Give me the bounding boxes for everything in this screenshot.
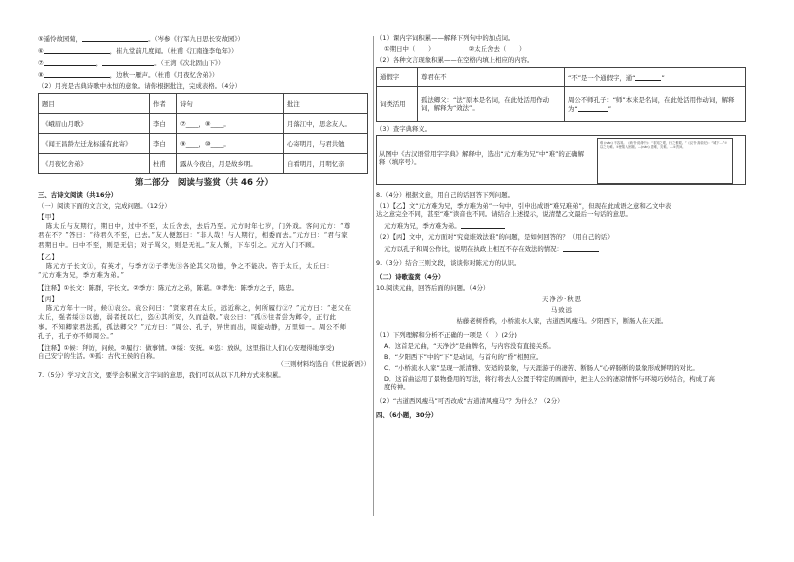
answer-cell[interactable]: ⑨____，⑩____。 [177, 134, 284, 154]
annotation-yi: 【注释】①长文：陈群，字长文。②季方：陈元方之弟，陈谌。③孝先：陈季方之子，陈忠。 [38, 283, 299, 292]
section-3-heading: 三、古诗文阅读（共16分） [38, 190, 118, 199]
dictionary-excerpt: 难 (nán) 不容易。《尚书·说命中》：“非知之艰，行之惟艰。”《汉书·高帝纪》：“城下…”②以之为难。③使陷入困境。…(nàn) 患难，灾难。…④责问。 [597, 138, 733, 184]
fill-line-5: ⑤遥怜故园菊， 。（岑参《行军九日思长安故园》） [38, 35, 244, 43]
passage-label: 【丙】 [38, 294, 59, 303]
passage-label: 【甲】 [38, 212, 59, 221]
column-divider [373, 36, 374, 516]
poem-table [38, 93, 368, 174]
phenomena-table [376, 67, 746, 122]
answer-blank[interactable] [102, 58, 154, 66]
right-column [376, 34, 748, 419]
question-9: 9.（3分）结合三则文段，谈谈你对陈元方的认识。 [376, 259, 521, 267]
answer-blank[interactable] [461, 221, 505, 229]
question-7-3: （3）查字典释义。 [376, 125, 432, 133]
sub-2-heading: （二）诗歌鉴赏（4分） [376, 273, 445, 281]
fill-line-7: ⑦ ， 。（王湾《次北固山下》） [38, 59, 225, 67]
header-cell: 批注 [284, 94, 368, 114]
option-c[interactable]: C．“小桥流水人家”呈现一派清雅、安适的景象，与天涯游子的凄苦、断肠人”心碎肠断的景象形成鲜明的对比。 [384, 364, 699, 372]
table-row: 词类活用 孤法卿父：“法”原本是名词，在此处活用作动词，解释为“效法”。 周公不师孔子：“师”本来是名词，在此处活用作动词，解释为“ ” [377, 87, 746, 122]
section-4-heading: 四、（6小题，30分） [376, 411, 438, 419]
question-7: 7.（5分）学习文言文，要学会积累文言字词的意思，我们可以从以下几种方式来积累。 [38, 371, 285, 380]
option-b[interactable]: B．“夕阳西下”中的“下”是动词，与首句的“昏”相照应。 [384, 353, 543, 361]
option-d-cont: 度传神。 [384, 383, 410, 391]
poem-title: 天净沙·秋思 [542, 295, 582, 303]
passage-bing: 【丙】 陈元方年十一时，候①袁公。袁公问曰：“贤家君在太丘，远近称之，何所履行②？”元方曰：“老父在 太丘，强者绥③以德，弱者抚以仁，恣④其所安，久而益敬。”袁公曰：“孤⑤往者尝为邺令，正行此 事。不知卿家君法孤，孤法卿父？”元方曰：“周公、孔子，异世而出，周旋动静，万里如一。周公不师 孔子，孔子亦不师周公。” [38, 295, 370, 341]
fill-line-6: ⑥ ，崔九堂前几度闻。（杜甫《江南逢李龟年》） [38, 47, 238, 55]
question-8-1-cont: 达之意完全不同，甚至“难”读音也不同。请结合上述提示，说清楚乙文最后一句话的意思。 [376, 210, 632, 218]
question-8: 8.（4分）根据文意，用自己的话回答下列问题。 [376, 191, 514, 199]
header-cell: 题目 [39, 94, 150, 114]
question-2-prompt: （2）月亮是古典诗歌中永恒的意象。请你根据批注，完成表格。（4分） [38, 82, 242, 90]
question-7-1: （1）课内字词积累——解释下列句中的加点词。 [376, 34, 515, 42]
option-d[interactable]: D．这首曲运用了景物叠用的写法，将行将去人公置于特定的画面中，把主人公的凄凉情怀与环境巧妙结合，构成了高 [384, 375, 715, 383]
answer-blank[interactable] [44, 58, 96, 66]
table-row: 《闻王昌龄左迁龙标遥有此寄》 李白 ⑨____，⑩____。 心寄明月，与君共勉 [39, 134, 368, 154]
poem-author: 马致远 [550, 306, 574, 314]
fill-in-lines [38, 34, 370, 79]
annotation-bing: 【注释】①候：拜访，问候。②履行：做事情。③绥：安抚。④恣：放纵，这里指让人们(心安理得地享受) [38, 344, 335, 353]
question-10-2: （2）“古道西风瘦马”可否改成“古道清风瘦马”？为什么？（2分） [376, 397, 564, 405]
poem-table-header [39, 94, 368, 114]
question-10-1: （1）下列理解和分析不正确的一项是（ ）(2分) [376, 331, 517, 339]
answer-blank[interactable] [44, 70, 110, 78]
answer-blank[interactable] [578, 104, 608, 112]
option-a[interactable]: A．这首是元曲，“天净沙”是曲牌名，与内容没有直接关系。 [384, 342, 555, 350]
question-10: 10.阅读元曲，回答后面的问题。（4分） [376, 284, 490, 292]
dictionary-box [376, 135, 746, 185]
question-8-2: （2）【丙】文中，元方面对“究竟谁效法谁”的问题，是如何回答的？（用自己的话） [376, 233, 614, 241]
annotation-bing-cont: 自己安宁的生活。⑤孤：古代王侯的自称。 [38, 352, 159, 361]
passage-label: 【乙】 [38, 252, 59, 261]
question-8-1: （1）【乙】文“元方难为兄，季方难为弟”一句中，引申出成语“难兄难弟”，但现在此成语之意和乙文中表 [376, 202, 672, 210]
dictionary-question: 从图中《古汉语常用字字典》解释中，选出“元方难为兄”中“难”的正确解释（填序号）。 [379, 150, 584, 166]
answer-blank[interactable] [44, 46, 110, 54]
answer-cell[interactable]: ⑦____，⑧____。 [177, 114, 284, 134]
question-8-1-answer: 元方难为兄，季方难为弟。 [376, 221, 748, 230]
question-7-1-items: ①期日中（ ） ②太丘舍去（ ） [384, 45, 526, 53]
fill-line-8: ⑧ ，边秋一雁声。（杜甫《月夜忆舍弟》） [38, 71, 219, 79]
table-row: 通假字 尊君在不 “不”是一个通假字，通“ ” [377, 68, 746, 87]
question-7-2: （2）各种文言现象积累——在空格内填上相应的内容。 [376, 56, 534, 64]
header-cell: 诗句 [177, 94, 284, 114]
part-2-title: 第二部分 阅读与鉴赏（共 46 分） [134, 178, 274, 188]
source-note: （三则材料均选自《世说新语》） [277, 360, 370, 369]
answer-blank[interactable] [635, 73, 661, 81]
table-row: 《月夜忆舍弟》 杜甫 露从今夜白，月是故乡明。 自看明月，月明忆亲 [39, 154, 368, 174]
passage-yi: 【乙】 陈元方子长文①，有英才，与季方②子孝先③各论其父功德，争之不能决。咨于太丘，太丘曰： “元方难为兄，季方难为弟。” [38, 253, 370, 281]
poem-text: 枯藤老树昏鸦，小桥流水人家，古道西风瘦马。夕阳西下，断肠人在天涯。 [456, 317, 668, 325]
left-column [38, 34, 370, 379]
question-8-2-answer: 元方以孔子和周公作比，说明在执政上相互不存在效法的情况： [376, 244, 748, 253]
passage-jia: 【甲】 陈太丘与友期行，期日中，过中不至，太丘舍去，去后乃至。元方时年七岁，门外戏。客问元方：“尊 君在不？”答曰：“待君久不至，已去。”友人便怒曰：“非人哉！与人期行，相委而去。”元方曰：“君与家 君期日中。日中不至，则是无信；对子骂父，则是无礼。”友人惭，下车引之。元方入门不顾。 [38, 213, 370, 250]
table-row: 《峨眉山月歌》 李白 ⑦____，⑧____。 月落江中，思念友人。 [39, 114, 368, 134]
header-cell: 作者 [150, 94, 177, 114]
answer-blank[interactable] [563, 244, 599, 252]
answer-blank[interactable] [82, 34, 148, 42]
sub-1-heading: （一）阅读下面的文言文，完成问题。（12分） [38, 201, 171, 210]
